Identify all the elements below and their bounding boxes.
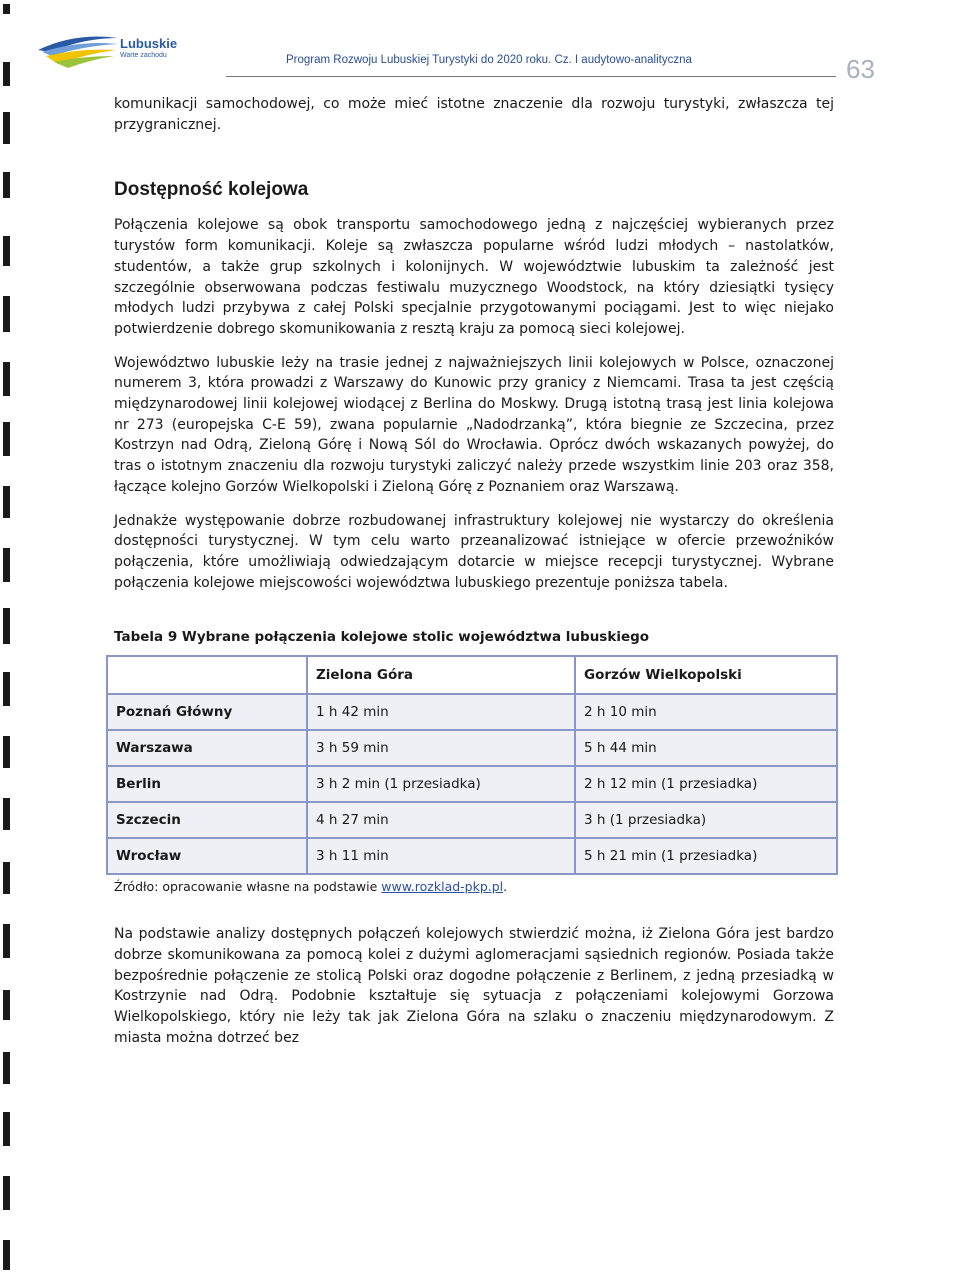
header-cell-zielona-gora: Zielona Góra — [307, 656, 575, 694]
page-content — [114, 94, 834, 1062]
rail-connections-table — [106, 655, 838, 875]
section-heading: Dostępność kolejowa — [114, 179, 309, 201]
table-header-row — [107, 656, 837, 694]
paragraph-4: Na podstawie analizy dostępnych połączeń kolejowych stwierdzić można, iż Zielona Góra jest bardzo dobrze skomunikowana za pomocą kolei z dużymi aglomeracjami sąsiednich regionów. Posiada także bezpośrednie połączenie ze stolicą Polski oraz dogodne połączenie z Berlinem, z jedną przesiadką w Kostrzynie nad Odrą. Podobnie kształtuje się sytuacja z połączeniami kolejowymi Gorzowa Wielkopolskiego, który nie leży tak jak Zielona Góra na szlaku o znaczeniu międzynarodowym. Z miasta można dotrzeć bez — [114, 926, 834, 1046]
time-cell: 5 h 21 min (1 przesiadka) — [575, 838, 837, 874]
time-cell: 3 h 59 min — [307, 730, 575, 766]
table-source-note — [114, 879, 834, 894]
city-cell: Wrocław — [107, 838, 307, 874]
header-divider — [226, 76, 836, 77]
table-row — [107, 694, 837, 730]
time-cell: 3 h 11 min — [307, 838, 575, 874]
time-cell: 4 h 27 min — [307, 802, 575, 838]
page-number: 63 — [846, 54, 875, 84]
header-cell-gorzow: Gorzów Wielkopolski — [575, 656, 837, 694]
paragraph-1: Połączenia kolejowe są obok transportu samochodowego jedną z najczęściej wybieranych przez turystów form komunikacji. Koleje są zwłaszcza popularne wśród ludzi młodych – nastolatków, studentów, a także grup szkolnych i kolonijnych. W województwie lubuskim ta zależność jest szczególnie obserwowana podczas festiwalu muzycznego Woodstock, na który dziesiątki tysięcy młodych ludzi przybywa z całej Polski specjalnie przygotowanymi pociągami. Jest to więc niejako potwierdzenie dobrego skomunikowania z resztą kraju za pomocą sieci kolejowej. — [114, 217, 834, 337]
table-caption: Tabela 9 Wybrane połączenia kolejowe stolic województwa lubuskiego — [114, 629, 650, 646]
paragraph-3: Jednakże występowanie dobrze rozbudowanej infrastruktury kolejowej nie wystarczy do określenia dostępności turystycznej. W tym celu warto przeanalizować istniejące w ofercie przewoźników połączenia, które umożliwiają odwiedzającym dotarcie w miejsce recepcji turystycznej. Wybrane połączenia kolejowe miejscowości województwa lubuskiego prezentuje poniższa tabela. — [114, 512, 834, 591]
time-cell: 2 h 12 min (1 przesiadka) — [575, 766, 837, 802]
logo-tagline: Warte zachodu — [120, 52, 167, 59]
intro-paragraph: komunikacji samochodowej, co może mieć istotne znaczenie dla rozwoju turystyki, zwłaszcza tej przygranicznej. — [114, 96, 834, 133]
table-row — [107, 802, 837, 838]
city-cell: Szczecin — [107, 802, 307, 838]
time-cell: 3 h (1 przesiadka) — [575, 802, 837, 838]
document-title: Program Rozwoju Lubuskiej Turystyki do 2020 roku. Cz. I audytowo-analityczna — [286, 54, 692, 66]
time-cell: 5 h 44 min — [575, 730, 837, 766]
logo-swoosh-icon — [36, 30, 120, 70]
city-cell: Poznań Główny — [107, 694, 307, 730]
header-cell-empty — [107, 656, 307, 694]
source-suffix: . — [503, 879, 508, 895]
city-cell: Berlin — [107, 766, 307, 802]
table-row — [107, 838, 837, 874]
table-row — [107, 766, 837, 802]
source-prefix: Źródło: opracowanie własne na podstawie — [114, 879, 382, 895]
table-row — [107, 730, 837, 766]
page-header — [36, 28, 896, 88]
binding-marks — [0, 0, 14, 1281]
time-cell: 3 h 2 min (1 przesiadka) — [307, 766, 575, 802]
time-cell: 1 h 42 min — [307, 694, 575, 730]
paragraph-2: Województwo lubuskie leży na trasie jednej z najważniejszych linii kolejowych w Polsce, oznaczonej numerem 3, która prowadzi z Warszawy do Kunowic przy granicy z Niemcami. Trasa ta jest częścią międzynarodowej linii kolejowej wiodącej z Berlina do Moskwy. Drugą istotną trasą jest linia kolejowa nr 273 (europejska C-E 59), zwana popularnie „Nadodrzanką”, która biegnie ze Szczecina, przez Kostrzyn nad Odrą, Zieloną Górę i Nową Sól do Wrocławia. Oprócz dwóch wskazanych powyżej, do tras o istotnym znaczeniu dla rozwoju turystyki zaliczyć należy przede wszystkim linie 203 oraz 358, łączące kolejno Gorzów Wielkopolski i Zieloną Górę z Poznaniem oraz Warszawą. — [114, 354, 834, 495]
logo-name: Lubuskie — [120, 36, 178, 51]
source-link[interactable]: www.rozklad-pkp.pl — [381, 879, 504, 895]
time-cell: 2 h 10 min — [575, 694, 837, 730]
city-cell: Warszawa — [107, 730, 307, 766]
lubuskie-logo — [36, 28, 236, 78]
